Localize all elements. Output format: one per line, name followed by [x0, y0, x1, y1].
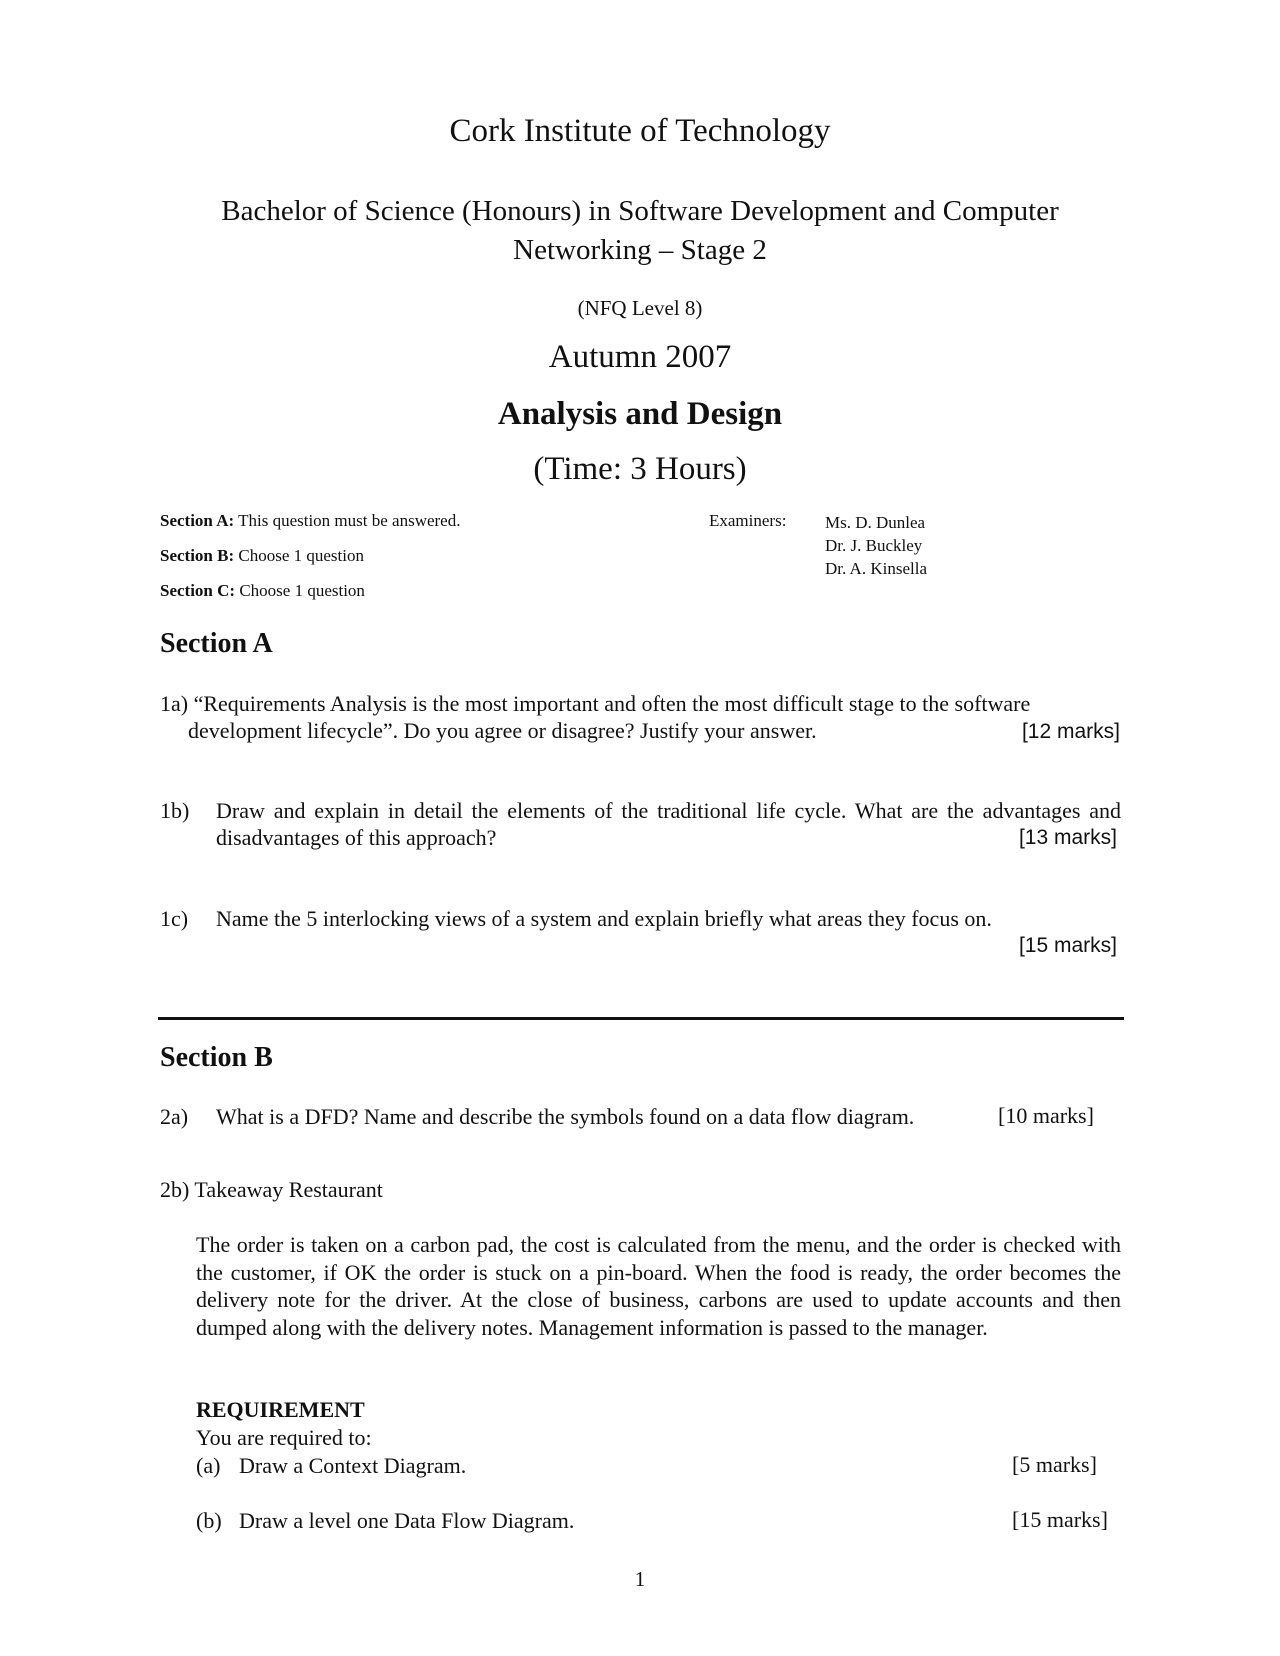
institution-title: Cork Institute of Technology	[449, 113, 831, 149]
instruction-section-c	[160, 581, 365, 601]
examiners-label: Examiners:	[709, 511, 787, 530]
question-text-line2: development lifecycle”. Do you agree or disagree? Justify your answer.	[188, 718, 817, 743]
instruction-text: Choose 1 question	[238, 546, 364, 565]
question-1b-text: Draw and explain in detail the elements of the traditional life cycle. What are the advantages and disadvantages of this approach?	[216, 798, 1121, 850]
requirement-item-a-text: Draw a Context Diagram.	[239, 1453, 467, 1478]
question-marks: [12 marks]	[1021, 720, 1120, 743]
examiner-name: Dr. A. Kinsella	[825, 559, 927, 578]
question-2a-number: 2a)	[160, 1104, 189, 1129]
question-1b-number: 1b)	[160, 798, 190, 823]
question-number: 1a)	[160, 691, 189, 716]
instruction-section-b	[160, 546, 364, 566]
question-2a-text: What is a DFD? Name and describe the symbols found on a data flow diagram.	[216, 1104, 915, 1129]
requirement-item-b-marks: [15 marks]	[1012, 1507, 1108, 1532]
instruction-section-a	[160, 511, 460, 531]
examiner-name: Ms. D. Dunlea	[825, 513, 926, 532]
exam-term: Autumn 2007	[548, 339, 732, 375]
requirement-heading: REQUIREMENT	[196, 1397, 365, 1422]
programme-text: Bachelor of Science (Honours) in Software Development and Computer Networking – Stage 2	[221, 195, 1059, 266]
instruction-text: Choose 1 question	[239, 581, 365, 600]
question-2b-scenario: The order is taken on a carbon pad, the cost is calculated from the menu, and the order is checked with the customer, if OK the order is stuck on a pin-board. When the food is ready, the order becomes the delivery note for the driver. At the close of business, carbons are used to update accounts and then dumped along with the delivery notes. Management information is passed to the manager.	[196, 1232, 1121, 1340]
section-divider	[158, 1017, 1124, 1020]
exam-duration: (Time: 3 Hours)	[533, 451, 747, 487]
requirement-item-b-text: Draw a level one Data Flow Diagram.	[239, 1508, 575, 1533]
page-number: 1	[634, 1567, 646, 1591]
instruction-label: Section A:	[160, 511, 235, 530]
nfq-level: (NFQ Level 8)	[577, 296, 703, 320]
question-1b-marks: [13 marks]	[1018, 826, 1117, 849]
question-1a	[160, 690, 1120, 744]
instruction-label: Section C:	[160, 581, 236, 600]
examiner-name: Dr. J. Buckley	[825, 536, 923, 555]
requirement-item-a-marks: [5 marks]	[1012, 1452, 1097, 1477]
section-b-heading: Section B	[160, 1042, 273, 1073]
section-a-heading: Section A	[160, 628, 273, 659]
question-text-line1: “Requirements Analysis is the most important and often the most difficult stage to the software	[193, 691, 1031, 716]
requirement-item-b-label: (b)	[196, 1508, 222, 1533]
question-1c-text: Name the 5 interlocking views of a system and explain briefly what areas they focus on.	[216, 906, 992, 931]
instruction-label: Section B:	[160, 546, 235, 565]
question-1c-number: 1c)	[160, 906, 189, 931]
question-2b-heading: 2b) Takeaway Restaurant	[160, 1177, 383, 1202]
requirement-item-a-label: (a)	[196, 1453, 221, 1478]
programme-title	[0, 192, 1280, 270]
examiners-list	[825, 511, 927, 580]
instruction-text: This question must be answered.	[238, 511, 461, 530]
question-2a-marks: [10 marks]	[998, 1103, 1094, 1128]
subject-title: Analysis and Design	[497, 396, 783, 432]
question-1c-marks: [15 marks]	[1018, 934, 1117, 957]
requirement-intro: You are required to:	[196, 1425, 372, 1450]
